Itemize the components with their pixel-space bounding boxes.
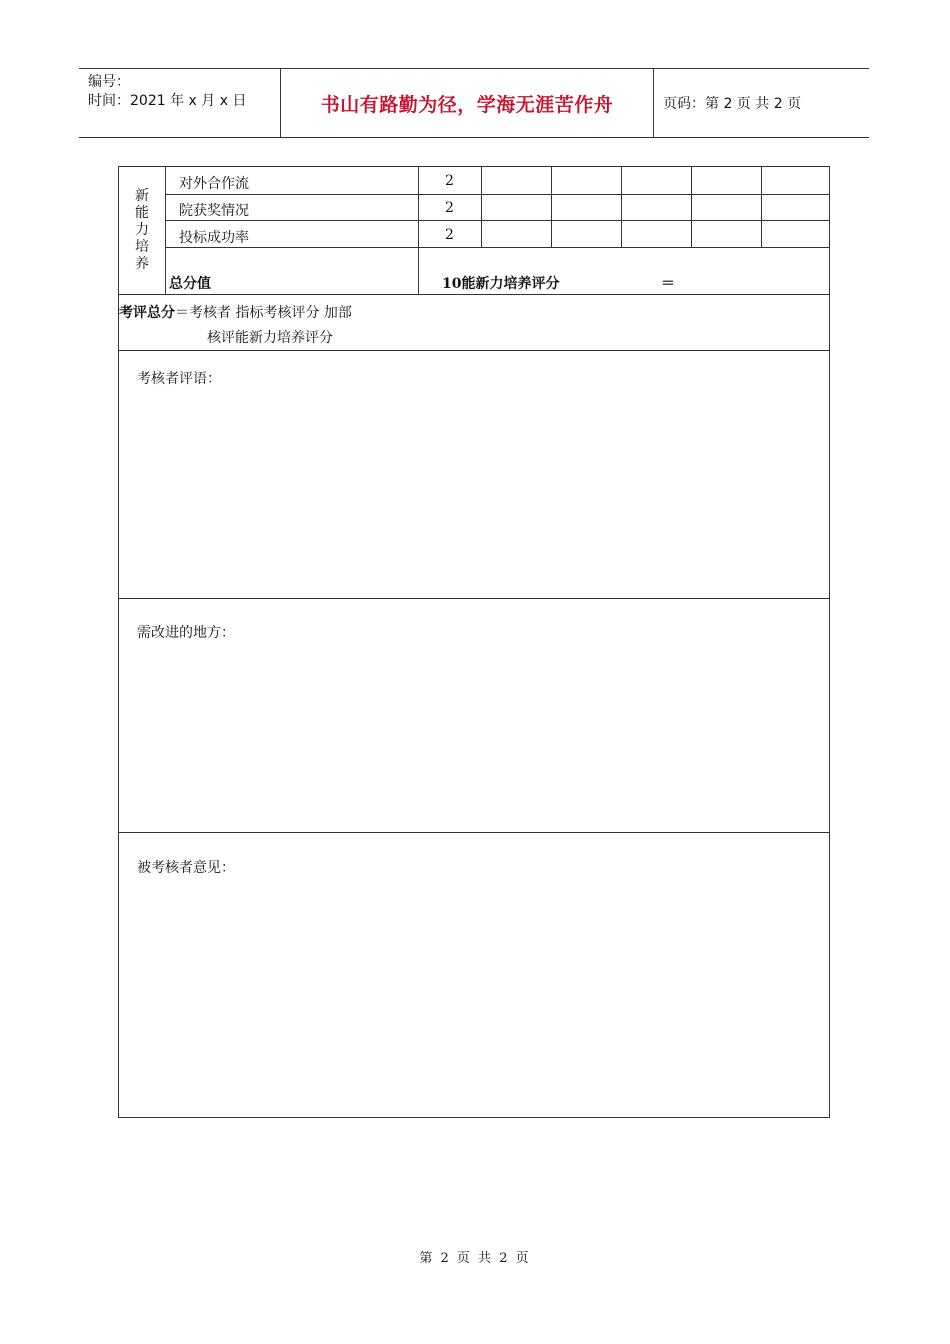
reviewee-opinion-label: 被考核者意见： (137, 860, 235, 876)
table-vline (165, 167, 166, 294)
table-vline (691, 167, 692, 247)
section-label-char: 新 (135, 188, 149, 204)
item-weight: 2 (445, 227, 454, 243)
reviewer-comment-label: 考核者评语： (137, 371, 221, 387)
summary-label: 考评总分 (119, 305, 175, 321)
section-label-new-capability (119, 167, 165, 294)
summary-formula-line1: ＝考核者 指标考核评分 加部 (175, 305, 352, 321)
header-motto: 书山有路勤为径，学海无涯苦作舟 (320, 93, 614, 116)
item-label: 对外合作流 (179, 176, 249, 192)
total-equals: ＝ (661, 276, 675, 292)
total-value: 10能新力培养评分 (442, 276, 560, 292)
document-header (79, 68, 869, 138)
section-label-char: 力 (135, 222, 149, 238)
table-hline (119, 350, 830, 351)
table-hline (165, 247, 830, 248)
item-label: 院获奖情况 (179, 203, 249, 219)
evaluation-form (118, 166, 830, 1118)
section-label-char: 培 (135, 239, 149, 255)
table-vline (621, 167, 622, 247)
header-meta (88, 73, 246, 111)
page-footer: 第 2 页 共 2 页 (419, 1251, 531, 1266)
header-divider-right (653, 69, 654, 137)
table-vline (761, 167, 762, 247)
section-label-char: 养 (135, 256, 149, 272)
section-label-char: 能 (135, 205, 149, 221)
table-hline (119, 832, 830, 833)
table-hline (119, 598, 830, 599)
table-hline (165, 220, 830, 221)
table-hline (165, 194, 830, 195)
document-number-label: 编号： (88, 74, 130, 90)
item-weight: 2 (445, 200, 454, 216)
item-weight: 2 (445, 173, 454, 189)
table-hline (119, 294, 830, 295)
total-label: 总分值 (169, 276, 211, 292)
improvements-label: 需改进的地方： (137, 625, 235, 641)
table-vline (551, 167, 552, 247)
table-vline (481, 167, 482, 247)
item-label: 投标成功率 (179, 230, 249, 246)
summary-formula-line2: 核评能新力培养评分 (207, 330, 333, 346)
header-page-info: 页码：第 2 页 共 2 页 (663, 96, 802, 112)
table-vline (418, 167, 419, 294)
document-date: 时间：2021 年 x 月 x 日 (88, 93, 247, 109)
